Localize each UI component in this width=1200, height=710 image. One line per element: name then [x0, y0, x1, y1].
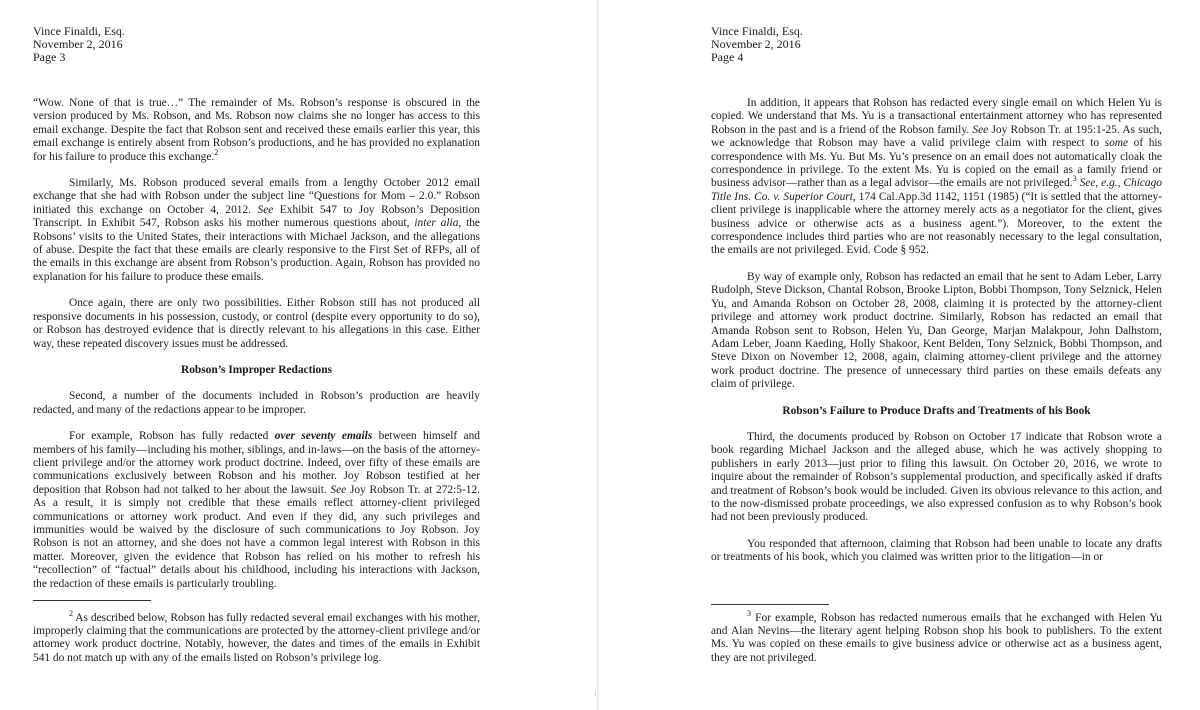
section-heading: Robson’s Failure to Produce Drafts and Treatments of his Book	[782, 404, 1091, 417]
page-body	[33, 97, 480, 604]
paragraph: Third, the documents produced by Robson on October 17 indicate that Robson wrote a book regarding Michael Jackson and the alleged abuse, which he was actively shopping to publishers in early 2013—just prior to filing this lawsuit. On October 20, 2016, we wrote to inquire about the remainder of Robson’s supplemental production, and specifically asked if drafts and treatment of Robson’s book would be included. Given its obvious relevance to this action, and to the now-dismissed probate proceedings, we also expressed confusion as to why Robson’s book had not been previously produced.	[711, 430, 1162, 524]
paragraph: In addition, it appears that Robson has redacted every single email on which Helen Yu is copied. We understand that Ms. Yu is a transactional entertainment attorney who has represented Robson in the past and is a friend of the Robson family. See Joy Robson Tr. at 195:1-25. As such, we acknowledge that Robson may have a valid privilege claim with respect to some of his correspondence with Ms. Yu. But Ms. Yu’s presence on an email does not automatically cloak the correspondence in privilege. To the extent Ms. Yu is copied on the email as a family friend or business advisor—rather than as a legal advisor—the emails are not privileged.$^3$ See, e.g., Chicago Title Ins. Co. v. Superior Court, 174 Cal.App.3d 1142, 1151 (1985) (“It is settled that the attorney-client privilege is inapplicable where the attorney merely acts as a negotiator for the client, gives business advice or otherwise acts as a business agent.”). Moreover, to the extent the correspondence includes third parties who are not reasonably necessary to the legal consultation, the emails are not privileged. Evid. Code § 952.	[711, 97, 1163, 257]
footnote-number: 3	[747, 609, 751, 619]
gutter-mark: ⁝	[594, 689, 597, 698]
page-number: Page 4	[711, 50, 744, 64]
section-heading: Robson’s Improper Redactions	[180, 363, 333, 376]
letter-date: November 2, 2016	[711, 37, 801, 51]
footnote-ref: 2	[214, 147, 219, 157]
letter-header	[711, 25, 803, 64]
paragraph: Similarly, Ms. Robson produced several emails from a lengthy October 2012 email exchange that she had with Robson under the subject line “Questions for Mom – 2.0.” Robson initiated this exchange on October 4, 2012. See Exhibit 547 to Joy Robson’s Deposition Transcript. In Exhibit 547, Robson asks his mother numerous questions about, inter alia, the Robsons’ visits to the United States, their interactions with Michael Jackson, and the allegations of abuse. Despite the fact that these emails are clearly responsive to the First Set of RFPs, all of the emails in this exchange are absent from Robson’s production. Again, Robson has provided no explanation for his failure to produce these emails.	[33, 177, 480, 283]
paragraph: “Wow. None of that is true…” The remainder of Ms. Robson’s response is obscured in the version produced by Ms. Robson, and Ms. Robson now claims she no longer has access to this email exchange. Despite the fact that Robson sent and received these emails earlier this year, this email exchange is entirely absent from Robson’s productions, and he has provided no explanation for his failure to produce this exchange.$^2$	[33, 97, 480, 163]
recipient-name: Vince Finaldi, Esq.	[711, 24, 803, 38]
page-body	[711, 97, 1162, 578]
footnote-ref: 3	[1072, 174, 1077, 184]
footnote-number: 2	[69, 609, 73, 619]
page-4	[600, 0, 1200, 710]
recipient-name: Vince Finaldi, Esq.	[33, 24, 125, 38]
footnote-divider	[33, 600, 151, 601]
letter-header	[33, 25, 125, 64]
paragraph: Second, a number of the documents included in Robson’s production are heavily redacted, and many of the redactions appear to be improper.	[33, 390, 480, 416]
paragraph: Once again, there are only two possibilities. Either Robson still has not produced all responsive documents in his possession, custody, or control (despite every opportunity to do so), or Robson has destroyed evidence that is directly relevant to his allegations in this case. Either way, these repeated discovery issues must be addressed.	[33, 297, 480, 350]
paragraph: For example, Robson has fully redacted over seventy emails between himself and members of his family—including his mother, siblings, and in-laws—on the basis of the attorney-client privilege and/or the attorney work product doctrine. Indeed, over fifty of these emails are communications exclusively between Robson and his mother. Joy Robson testified at her deposition that Robson had not talked to her about the lawsuit. See Joy Robson Tr. at 272:5-12. As a result, it is simply not credible that these emails reflect attorney-client privileged communications or attorney work product. And even if they did, any such privileges and immunities would be waived by the disclosure of such communications to Joy Robson. Joy Robson is not an attorney, and she does not have a common legal interest with Robson in this matter. Moreover, given the evidence that Robson has relied on his mother to refresh his “recollection” of “factual” details about his childhood, including his interactions with Jackson, the redaction of these emails is particularly troubling.	[33, 430, 481, 590]
paragraph: By way of example only, Robson has redacted an email that he sent to Adam Leber, Larry Rudolph, Steve Dickson, Chantal Robson, Brooke Lipton, Bobbi Thompson, Tony Selznick, Helen Yu, and Amanda Robson on October 28, 2008, claiming it is protected by the attorney-client privilege and attorney work product doctrine. Similarly, Robson has redacted an email that Amanda Robson sent to Robson, Helen Yu, Dan George, Marjan Malakpour, John Dalhstom, Adam Leber, Joann Kaeding, Holly Shakoor, Kent Belden, Tony Selznick, Bobbi Thompson, and Steve Dixon on November 12, 2008, again, claiming attorney-client privilege and the attorney work product doctrine. The presence of unnecessary third parties on these emails defeats any claim of privilege.	[711, 270, 1162, 391]
footnote: $^2$ As described below, Robson has fully redacted several email exchanges with his mother, improperly claiming that the communications are protected by the attorney-client privilege and/or attorney work product doctrine. Notably, however, the dates and times of the emails in Exhibit 541 do not match up with any of the emails listed on Robson’s privilege log.	[33, 609, 480, 664]
paragraph: You responded that afternoon, claiming that Robson had been unable to locate any drafts or treatments of his book, which you claimed was written prior to the litigation—in or	[711, 537, 1162, 564]
page-number: Page 3	[33, 50, 66, 64]
footnote: $^3$ For example, Robson has redacted numerous emails that he exchanged with Helen Yu and Alan Nevins—the literary agent helping Robson shop his book to publishers. To the extent Ms. Yu was copied on these emails to give business advice or otherwise act as a business agent, they are not privileged.	[711, 609, 1162, 664]
footnote-divider	[711, 604, 829, 605]
letter-date: November 2, 2016	[33, 37, 123, 51]
